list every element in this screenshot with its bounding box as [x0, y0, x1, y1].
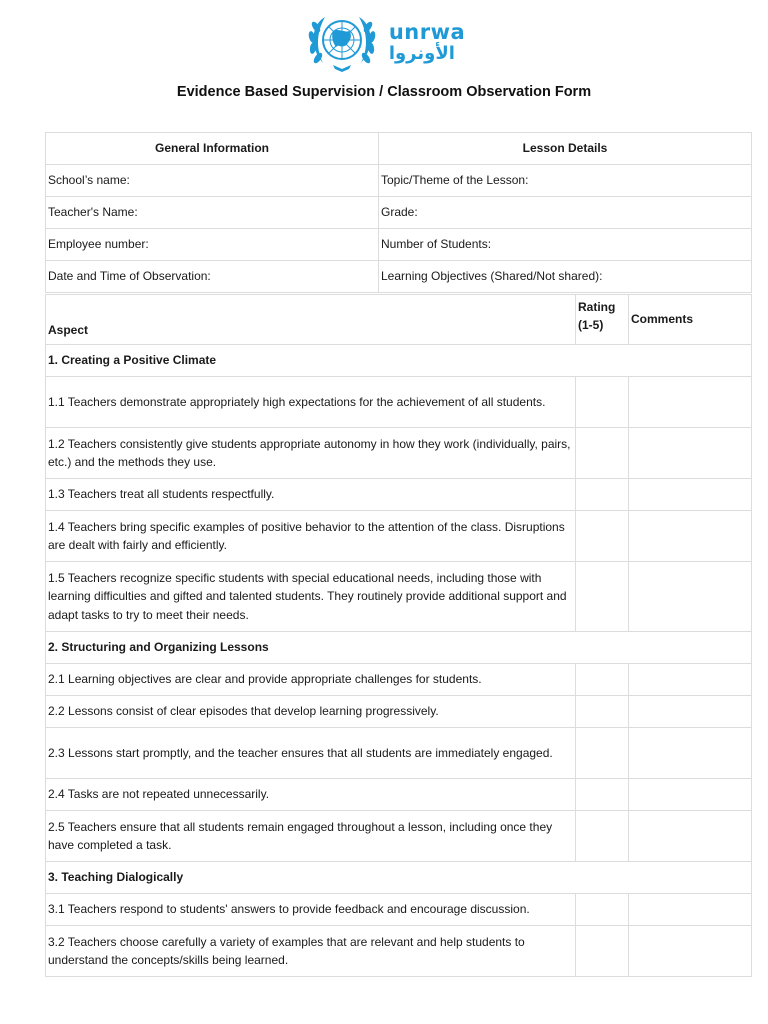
logo-text: [388, 19, 466, 64]
rating-cell[interactable]: [576, 428, 629, 479]
comments-cell[interactable]: [629, 562, 752, 632]
aspect-item-text: 2.4 Tasks are not repeated unnecessarily.: [46, 779, 576, 811]
rating-header-line2: (1-5): [578, 318, 604, 332]
lesson-topic-field[interactable]: Topic/Theme of the Lesson:: [379, 165, 752, 197]
aspect-item-text: 2.3 Lessons start promptly, and the teacher ensures that all students are immediately engaged.: [46, 728, 576, 779]
section-title: 1. Creating a Positive Climate: [46, 345, 752, 377]
aspect-item-text: 3.2 Teachers choose carefully a variety of examples that are relevant and help students to understand the concepts/skills being learned.: [46, 926, 576, 977]
aspects-header-row: [46, 295, 752, 345]
learning-objectives-field[interactable]: Learning Objectives (Shared/Not shared):: [379, 261, 752, 293]
logo-row: [0, 10, 768, 74]
rating-cell[interactable]: [576, 664, 629, 696]
info-row: [46, 229, 752, 261]
aspect-item-row: [46, 779, 752, 811]
comments-cell[interactable]: [629, 926, 752, 977]
section-header-row: [46, 862, 752, 894]
logo-arabic-text: الأونروا: [388, 42, 455, 64]
school-name-field[interactable]: School’s name:: [46, 165, 379, 197]
aspect-item-text: 2.2 Lessons consist of clear episodes that develop learning progressively.: [46, 696, 576, 728]
page-title: Evidence Based Supervision / Classroom Observation Form: [176, 84, 592, 100]
aspect-item-row: [46, 811, 752, 862]
aspects-table: [45, 294, 752, 977]
un-emblem-icon: [303, 11, 381, 73]
observation-datetime-field[interactable]: Date and Time of Observation:: [46, 261, 379, 293]
comments-column-header: Comments: [629, 295, 752, 345]
rating-column-header: [576, 295, 629, 345]
aspect-item-row: [46, 696, 752, 728]
section-title: 2. Structuring and Organizing Lessons: [46, 632, 752, 664]
section-header-row: [46, 632, 752, 664]
rating-cell[interactable]: [576, 926, 629, 977]
aspect-item-row: [46, 894, 752, 926]
section-header-row: [46, 345, 752, 377]
general-information-header: General Information: [46, 133, 379, 165]
lesson-details-header: Lesson Details: [379, 133, 752, 165]
comments-cell[interactable]: [629, 479, 752, 511]
info-row: [46, 261, 752, 293]
teacher-name-field[interactable]: Teacher's Name:: [46, 197, 379, 229]
aspect-item-row: [46, 428, 752, 479]
comments-cell[interactable]: [629, 377, 752, 428]
info-header-row: [46, 133, 752, 165]
comments-cell[interactable]: [629, 428, 752, 479]
aspect-column-header: Aspect: [46, 295, 576, 345]
comments-cell[interactable]: [629, 779, 752, 811]
rating-cell[interactable]: [576, 696, 629, 728]
aspect-item-text: 1.2 Teachers consistently give students appropriate autonomy in how they work (individually, pairs, etc.) and the methods they use.: [46, 428, 576, 479]
comments-cell[interactable]: [629, 811, 752, 862]
grade-field[interactable]: Grade:: [379, 197, 752, 229]
general-info-table: [45, 132, 752, 293]
aspect-item-text: 1.5 Teachers recognize specific students with special educational needs, including those with learning difficulties and gifted and talented students. They routinely provide additional support and adapt tasks to try to meet their needs.: [46, 562, 576, 632]
aspect-item-text: 1.4 Teachers bring specific examples of positive behavior to the attention of the class. Disruptions are dealt with fairly and efficiently.: [46, 511, 576, 562]
rating-header-line1: Rating: [578, 300, 616, 314]
aspect-item-row: [46, 479, 752, 511]
rating-cell[interactable]: [576, 511, 629, 562]
comments-cell[interactable]: [629, 696, 752, 728]
info-row: [46, 197, 752, 229]
comments-cell[interactable]: [629, 894, 752, 926]
rating-cell[interactable]: [576, 479, 629, 511]
comments-cell[interactable]: [629, 664, 752, 696]
comments-cell[interactable]: [629, 728, 752, 779]
aspect-item-text: 1.3 Teachers treat all students respectfully.: [46, 479, 576, 511]
rating-cell[interactable]: [576, 811, 629, 862]
aspect-item-row: [46, 728, 752, 779]
rating-cell[interactable]: [576, 377, 629, 428]
rating-cell[interactable]: [576, 894, 629, 926]
logo-latin-text: unrwa: [388, 19, 466, 44]
rating-cell[interactable]: [576, 728, 629, 779]
info-row: [46, 165, 752, 197]
aspect-item-text: 2.5 Teachers ensure that all students remain engaged throughout a lesson, including once they have completed a task.: [46, 811, 576, 862]
aspect-item-text: 3.1 Teachers respond to students' answers to provide feedback and encourage discussion.: [46, 894, 576, 926]
rating-cell[interactable]: [576, 562, 629, 632]
section-title: 3. Teaching Dialogically: [46, 862, 752, 894]
aspect-item-row: [46, 377, 752, 428]
aspect-item-row: [46, 562, 752, 632]
employee-number-field[interactable]: Employee number:: [46, 229, 379, 261]
aspect-item-text: 1.1 Teachers demonstrate appropriately high expectations for the achievement of all students.: [46, 377, 576, 428]
rating-cell[interactable]: [576, 779, 629, 811]
aspect-item-row: [46, 664, 752, 696]
aspect-item-text: 2.1 Learning objectives are clear and provide appropriate challenges for students.: [46, 664, 576, 696]
unrwa-logo: [303, 11, 465, 73]
aspect-item-row: [46, 926, 752, 977]
comments-cell[interactable]: [629, 511, 752, 562]
aspect-item-row: [46, 511, 752, 562]
number-of-students-field[interactable]: Number of Students:: [379, 229, 752, 261]
